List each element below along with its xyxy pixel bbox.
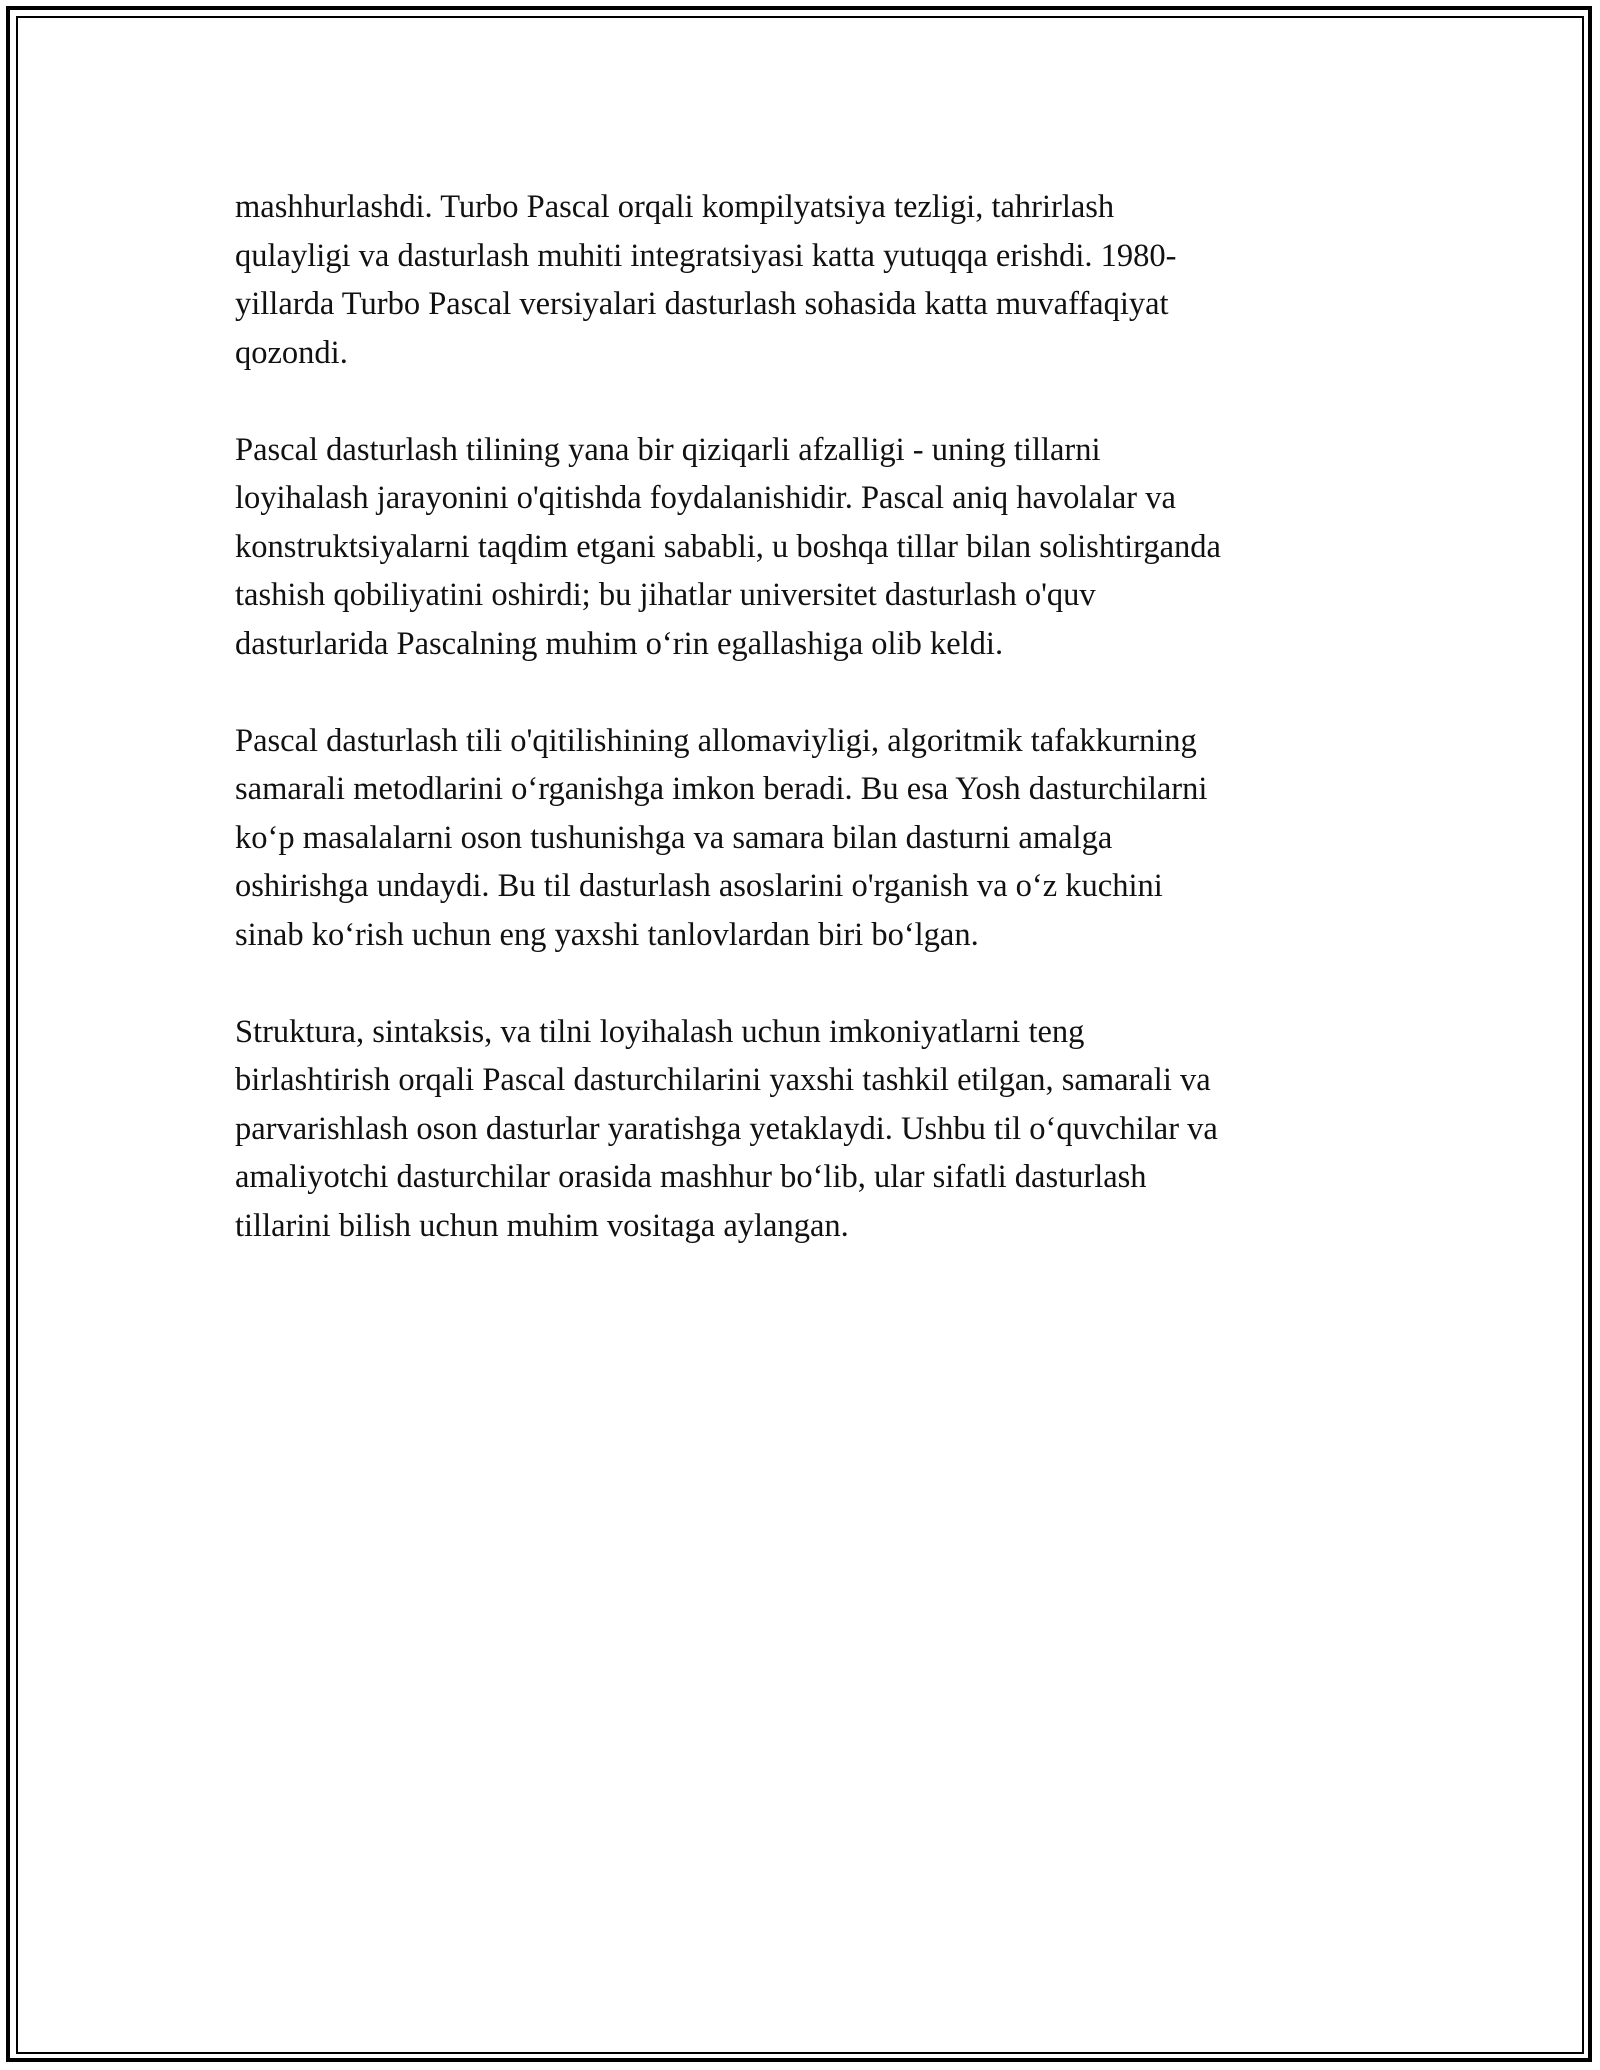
- paragraph-turbo-pascal: mashhurlashdi. Turbo Pascal orqali kompilyatsiya tezligi, tahrirlash qulayligi va dasturlash muhiti integratsiyasi katta yutuqqa erishdi. 1980- yillarda Turbo Pascal versiyalari dasturlash sohasida katta muvaffaqiyat qozondi.: [235, 189, 1177, 371]
- paragraph-language-design: Pascal dasturlash tilining yana bir qiziqarli afzalligi - uning tillarni loyihalash jarayonini o'qitishda foydalanishidir. Pascal aniq havolalar va konstruktsiyalarni taqdim etgani sababli, u boshqa tillar bilan solishtirganda tashish qobiliyatini oshirdi; bu jihatlar universitet dasturlash o'quv dasturlarida Pascalning muhim o‘rin egallashiga olib keldi.: [235, 431, 1221, 662]
- paragraph-teaching: Pascal dasturlash tili o'qitilishining allomaviyligi, algoritmik tafakkurning samarali metodlarini o‘rganishga imkon beradi. Bu esa Yosh dasturchilarni ko‘p masalalarni oson tushunishga va samara bilan dasturni amalga oshirishga undaydi. Bu til dasturlash asoslarini o'rganish va o‘z kuchini sinab ko‘rish uchun eng yaxshi tanlovlardan biri bo‘lgan.: [235, 722, 1208, 953]
- paragraph-conclusion: Struktura, sintaksis, va tilni loyihalash uchun imkoniyatlarni teng birlashtirish orqali Pascal dasturchilarini yaxshi tashkil etilgan, samarali va parvarishlash oson dasturlar yaratishga yetaklaydi. Ushbu til o‘quvchilar va amaliyotchi dasturchilar orasida mashhur bo‘lib, ular sifatli dasturlash tillarini bilish uchun muhim vositaga aylangan.: [235, 1013, 1218, 1244]
- document-body: [235, 183, 1365, 1299]
